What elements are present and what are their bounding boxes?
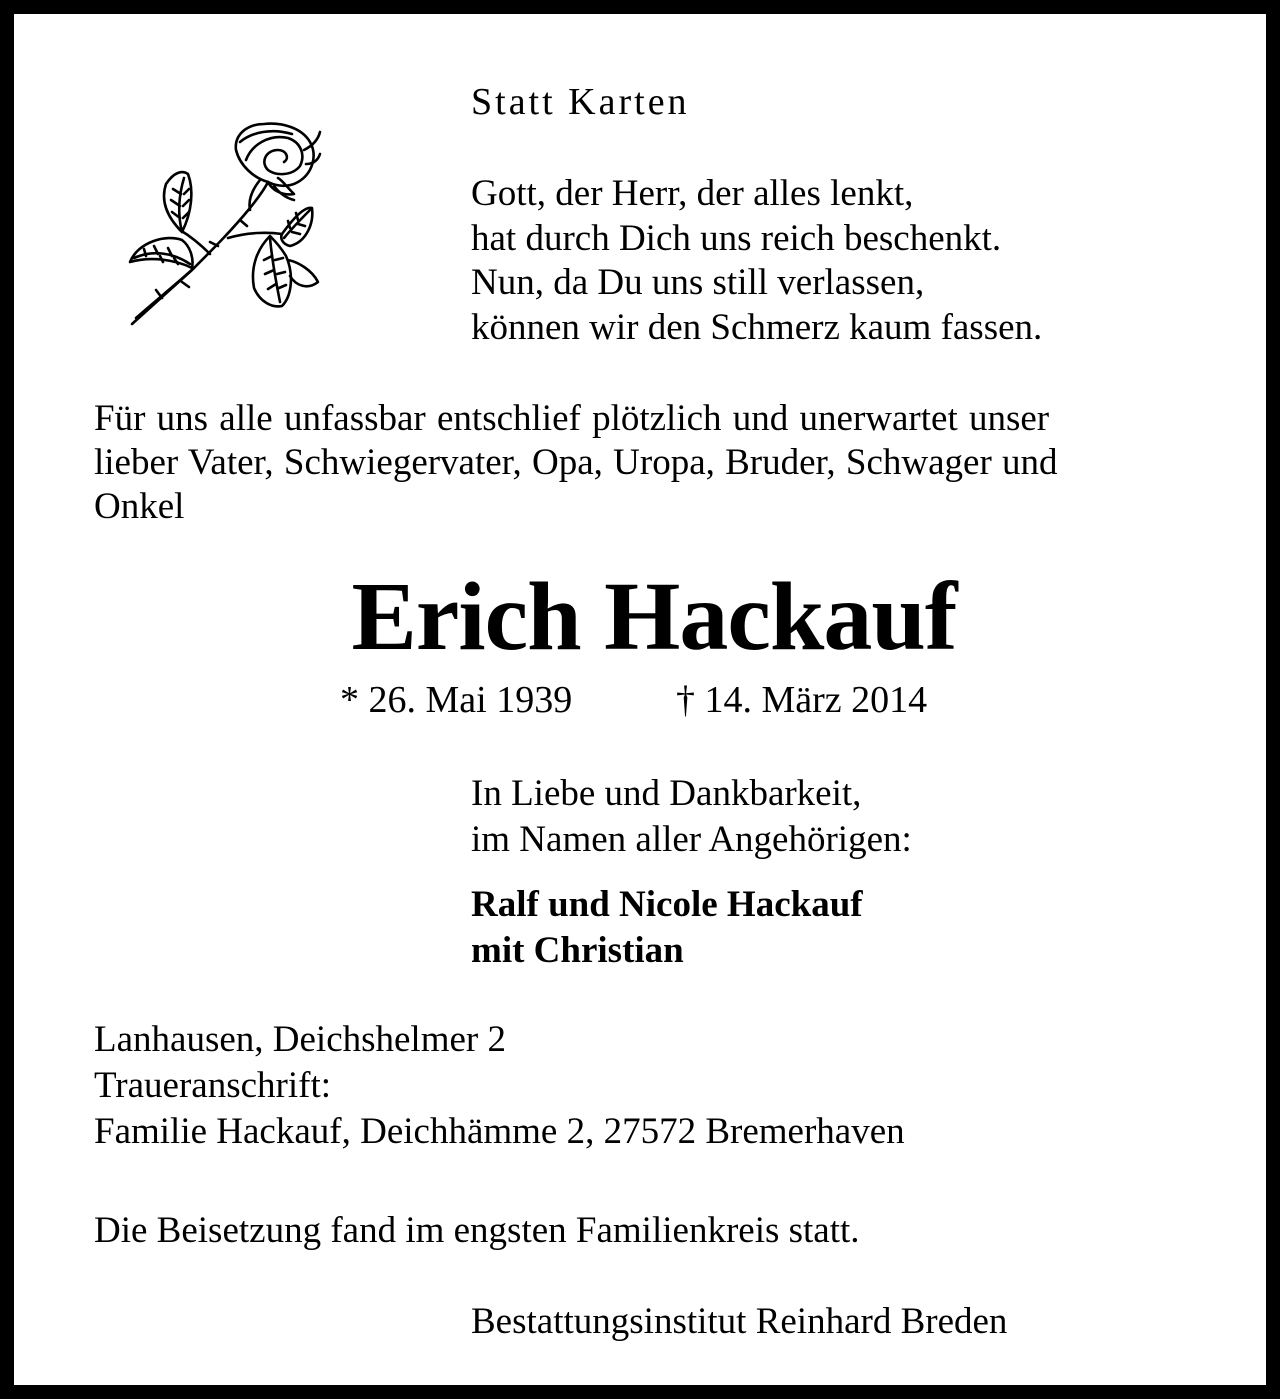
intro-line: lieber Vater, Schwiegervater, Opa, Uropa, Bruder, Schwager und <box>94 442 1058 483</box>
dedication <box>471 771 912 863</box>
dedication-line: im Namen aller Angehörigen: <box>471 819 912 860</box>
birth-date: * 26. Mai 1939 <box>340 679 573 721</box>
signers <box>471 882 863 974</box>
verse-line: Gott, der Herr, der alles lenkt, <box>471 173 914 214</box>
dedication-line: In Liebe und Dankbarkeit, <box>471 773 862 814</box>
intro-line: Für uns alle unfassbar entschlief plötzlich und unerwartet unser <box>94 398 1050 439</box>
signer-line: mit Christian <box>471 930 684 971</box>
rose-icon <box>122 120 322 336</box>
death-date: † 14. März 2014 <box>676 679 928 721</box>
funeral-note: Die Beisetzung fand im engsten Familienkreis statt. <box>94 1210 860 1251</box>
address-block <box>94 1017 905 1155</box>
deceased-name: Erich Hackauf <box>351 563 957 671</box>
address-label: Traueranschrift: <box>94 1065 332 1106</box>
intro-line: Onkel <box>94 486 185 527</box>
undertaker: Bestattungsinstitut Reinhard Breden <box>471 1301 1008 1342</box>
verse <box>471 172 1042 350</box>
verse-line: können wir den Schmerz kaum fassen. <box>471 306 1043 348</box>
address: Familie Hackauf, Deichhämme 2, 27572 Bremerhaven <box>94 1111 905 1152</box>
location: Lanhausen, Deichshelmer 2 <box>94 1019 506 1060</box>
signer-line: Ralf und Nicole Hackauf <box>471 884 863 925</box>
intro-paragraph <box>94 397 1216 529</box>
verse-line: hat durch Dich uns reich beschenkt. <box>471 217 1002 259</box>
verse-line: Nun, da Du uns still verlassen, <box>471 262 925 303</box>
statt-karten-heading: Statt Karten <box>471 81 690 123</box>
